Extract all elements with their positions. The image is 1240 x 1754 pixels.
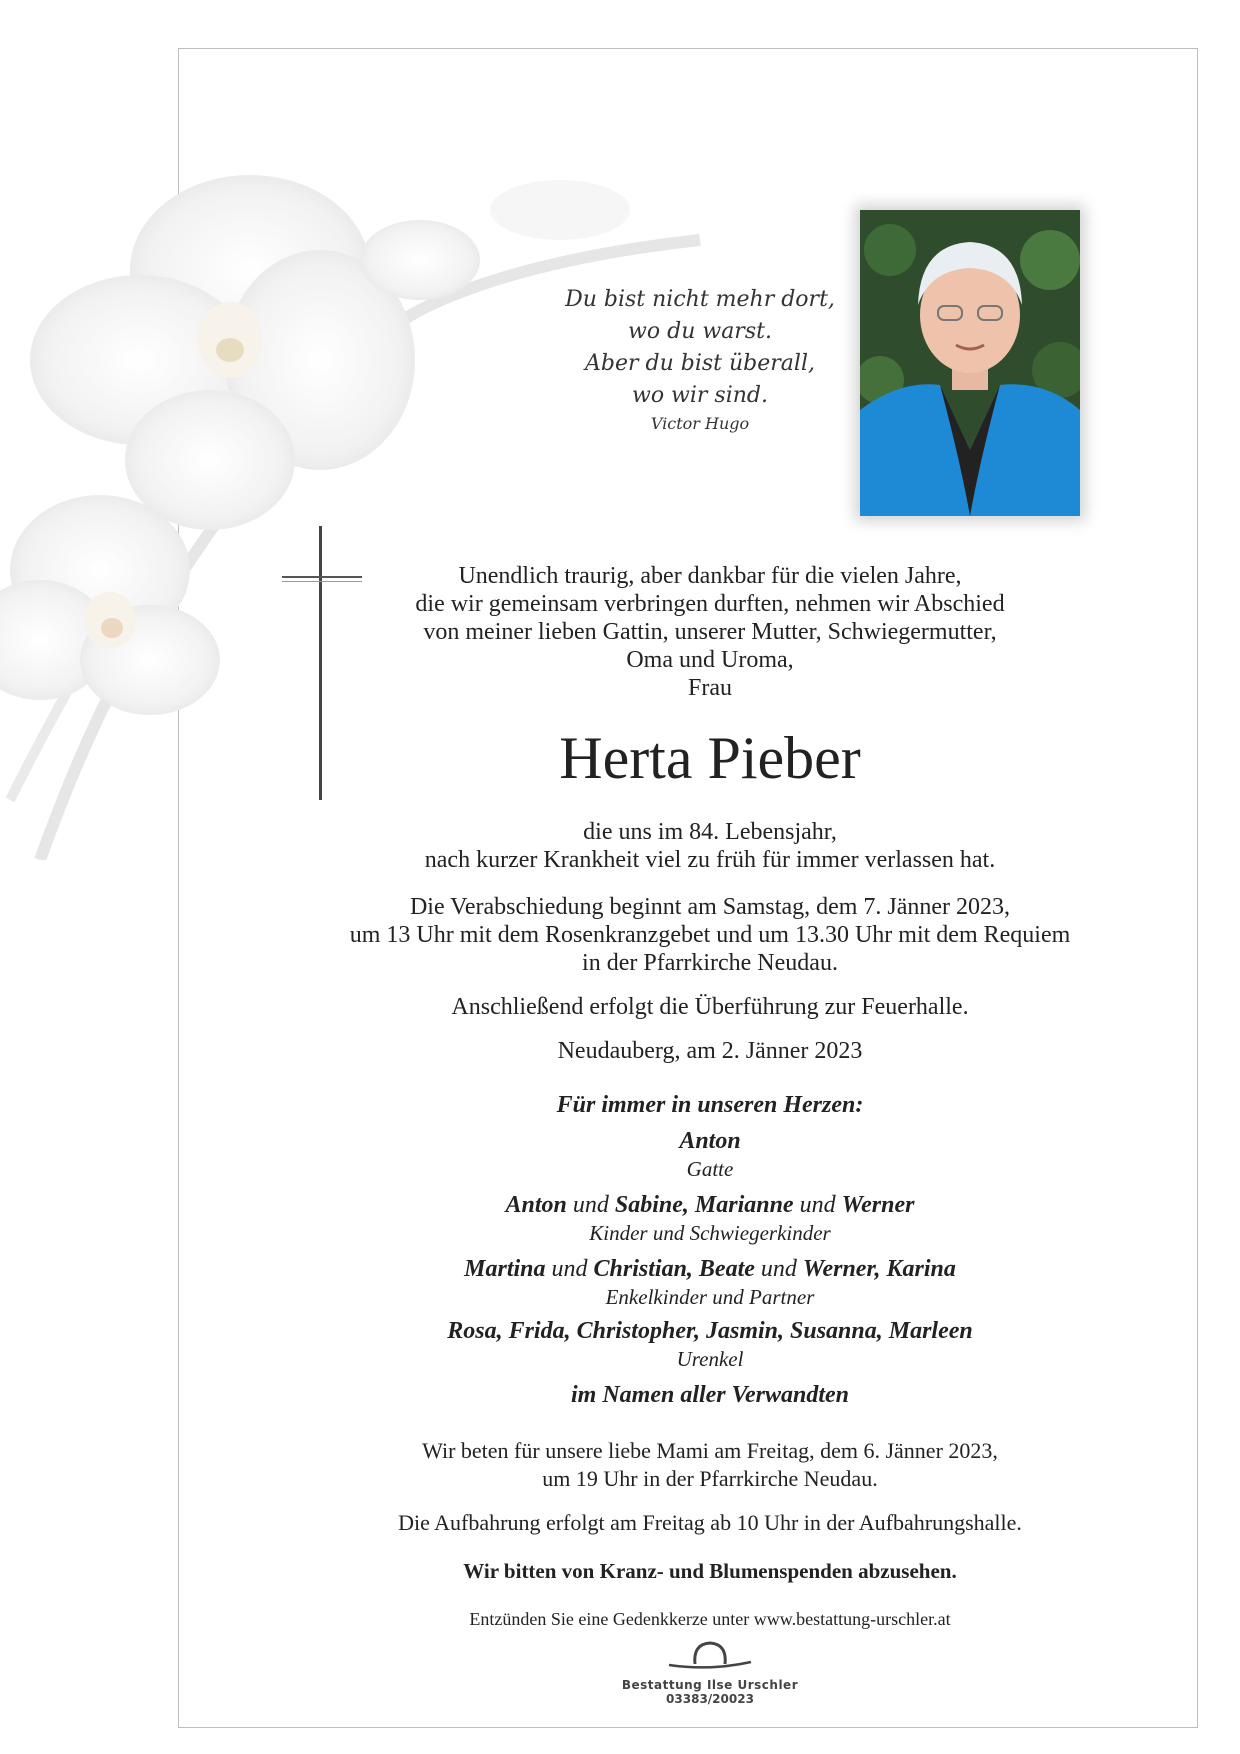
connector: und — [545, 1256, 594, 1282]
family-heading: Für immer in unseren Herzen: — [556, 1092, 864, 1118]
connector: und — [754, 1256, 803, 1282]
great-grandchildren-names: Rosa, Frida, Christopher, Jasmin, Susanna, Marleen — [447, 1318, 973, 1344]
no-flowers-note: Wir bitten von Kranz- und Blumenspenden abzusehen. — [463, 1559, 957, 1583]
age-text — [260, 818, 1160, 874]
husband-name: Anton — [679, 1128, 741, 1154]
deceased-name: Herta Pieber — [559, 725, 861, 791]
family-relatives — [260, 1380, 1160, 1410]
viewing-text: Die Aufbahrung erfolgt am Freitag ab 10 Uhr in der Aufbahrungshalle. — [398, 1510, 1022, 1535]
undertaker-name: Bestattung Ilse Urschler — [621, 1678, 799, 1692]
farewell-line: in der Pfarrkirche Neudau. — [582, 950, 838, 976]
intro-text — [260, 562, 1160, 702]
intro-line: Frau — [688, 675, 732, 701]
quote-line: wo du warst. — [628, 319, 772, 344]
prayer-line: Wir beten für unsere liebe Mami am Freitag, dem 6. Jänner 2023, — [422, 1438, 998, 1463]
grandchildren-role: Enkelkinder und Partner — [605, 1285, 815, 1309]
grandchild-name: Werner, Karina — [802, 1256, 956, 1282]
transfer-text: Anschließend erfolgt die Überführung zur Feuerhalle. — [451, 994, 969, 1020]
age-line: die uns im 84. Lebensjahr, — [583, 819, 837, 845]
family-children — [260, 1190, 1160, 1246]
farewell-line: Die Verabschiedung beginnt am Samstag, dem 7. Jänner 2023, — [409, 894, 1011, 920]
prayer-text — [260, 1437, 1160, 1493]
place-date: Neudauberg, am 2. Jänner 2023 — [557, 1038, 863, 1064]
grandchild-name: Martina — [464, 1256, 546, 1282]
farewell-line: um 13 Uhr mit dem Rosenkranzgebet und um 13.30 Uhr mit dem Requiem — [349, 922, 1071, 948]
undertaker-logo — [560, 1638, 860, 1706]
intro-line: von meiner lieben Gattin, unserer Mutter, Schwiegermutter, — [423, 619, 997, 645]
husband-role: Gatte — [686, 1157, 734, 1181]
connector: und — [566, 1192, 615, 1218]
portrait-photo — [860, 210, 1080, 516]
intro-line: Oma und Uroma, — [626, 647, 794, 673]
family-great-grandchildren — [260, 1316, 1160, 1372]
family-grandchildren — [260, 1254, 1160, 1310]
grandchild-name: Christian, Beate — [593, 1256, 755, 1282]
prayer-line: um 19 Uhr in der Pfarrkirche Neudau. — [542, 1466, 878, 1491]
relatives-text: im Namen aller Verwandten — [570, 1382, 850, 1408]
children-name: Werner — [841, 1192, 915, 1218]
family-husband — [260, 1126, 1160, 1182]
intro-line: die wir gemeinsam verbringen durften, nehmen wir Abschied — [415, 591, 1005, 617]
connector: und — [793, 1192, 842, 1218]
undertaker-phone: 03383/20023 — [666, 1692, 754, 1706]
children-name: Sabine, Marianne — [614, 1192, 794, 1218]
intro-line: Unendlich traurig, aber dankbar für die vielen Jahre, — [458, 563, 962, 589]
children-role: Kinder und Schwiegerkinder — [589, 1221, 831, 1245]
farewell-text — [260, 893, 1160, 977]
age-line: nach kurzer Krankheit viel zu früh für immer verlassen hat. — [424, 847, 996, 873]
great-grandchildren-role: Urenkel — [676, 1347, 744, 1371]
candle-note: Entzünden Sie eine Gedenkkerze unter www.bestattung-urschler.at — [469, 1609, 951, 1629]
quote-line: wo wir sind. — [631, 383, 769, 408]
quote-author: Victor Hugo — [650, 414, 750, 433]
undertaker-logo-icon — [665, 1638, 755, 1672]
quote-line: Aber du bist überall, — [585, 351, 815, 376]
quote-line: Du bist nicht mehr dort, — [565, 287, 835, 312]
children-name: Anton — [505, 1192, 567, 1218]
